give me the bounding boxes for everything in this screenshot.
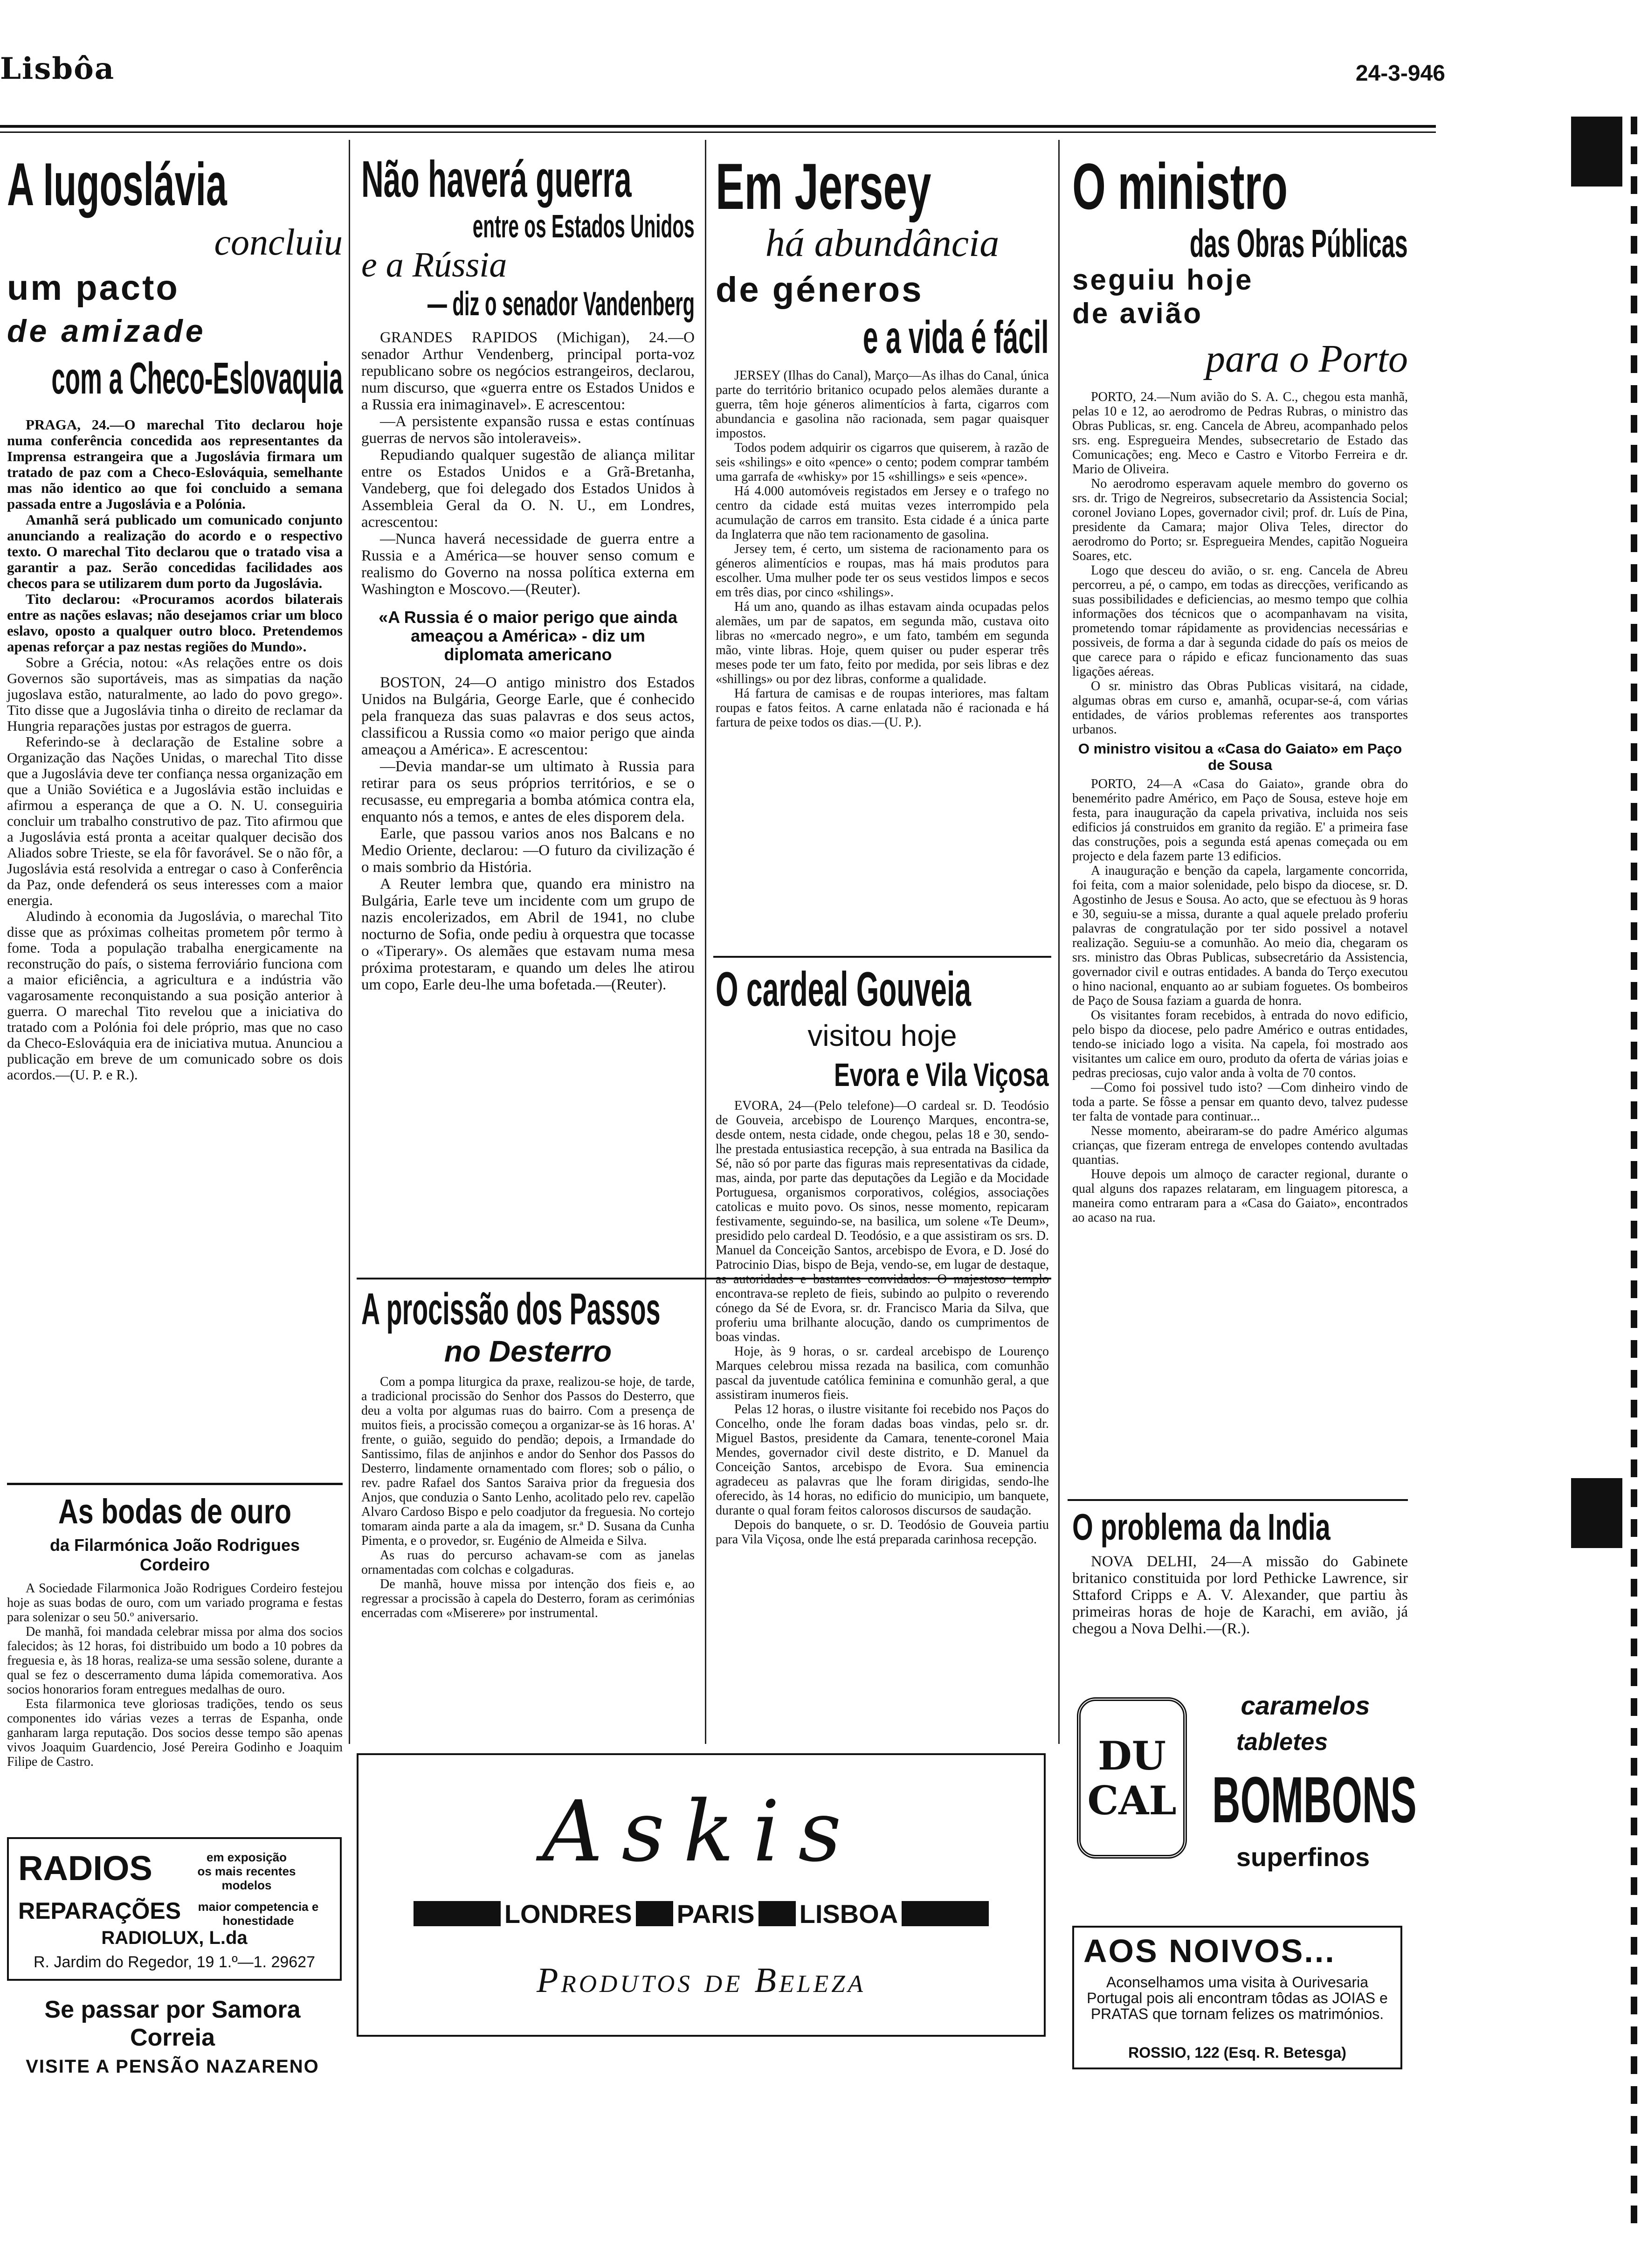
paragraph: Depois do banquete, o sr. D. Teodósio de Gouveia partiu para Vila Viçosa, onde lhe está preparada carinhosa recepção. — [716, 1518, 1049, 1547]
ad-noivos-address: ROSSIO, 122 (Esq. R. Betesga) — [1128, 2044, 1346, 2061]
paragraph: EVORA, 24—(Pelo telefone)—O cardeal sr. D. Teodósio de Gouveia, arcebispo de Lourenço Marques, encontra-se, desde ontem, nesta cidade, onde chegou, pelas 18 e 30, sendo-lhe prestada entusiastica recepção, à sua entrada na Basilica da Sé, não só por parte das figuras mais representativas da cidade, mas, ainda, por parte das deputações da Legião e da Mocidade Portuguesa, organismos corporativos, colégios, associações catolicas e muito povo. Os sinos, nesse momento, repicaram festivamente, seguindo-se, na basilica, um solene «Te Deum», presidido pelo cardeal D. Teodósio, e a que assistiram os srs. D. Manuel da Conceição Santos, arcebispo de Evora, e D. José do Patrocinio Dias, bispo de Beja, vendo-se, em lugar de destaque, as autoridades e bastantes convidados. O majestoso templo encontrava-se repleto de fieis, subindo ao pulpito o reverendo cónego da Sé de Evora, sr. dr. Francisco Maria da Silva, que proferiu uma brilhante alocução, dando os cumprimentos de boas vindas. — [716, 1099, 1049, 1344]
paragraph: Há fartura de camisas e de roupas interiores, mas faltam roupas e fatos feitos. A carne enlatada não é racionada e há fartura de peixe todos os dias.—(U. P.). — [716, 686, 1049, 730]
article-procissao — [361, 1284, 695, 1620]
ad-ducal-caramelos: caramelos — [1241, 1691, 1370, 1720]
column-rule-2 — [705, 140, 706, 1744]
ad-samora — [0, 1996, 345, 2077]
headline-evora: Evora e Vila Viçosa — [834, 1057, 1049, 1093]
paragraph: PORTO, 24.—Num avião do S. A. C., chegou esta manhã, pelas 10 e 12, ao aerodromo de Pedras Rubras, o ministro das Obras Publicas, sr. eng. Cancela de Abreu, acompanhado pelos srs. eng. Espregueira Mendes, subsecretario de Estado das Comunicações; eng. Meco e Castro e Vitorbo Ferreira e dr. Mario de Oliveira. — [1072, 390, 1408, 477]
ad-reparacoes: REPARAÇÕES — [18, 1898, 181, 1924]
paragraph: O sr. ministro das Obras Publicas visitará, na cidade, algumas obras em curso e, amanhã, ocupar-se-á, com várias entidades, de vários problemas referentes aos transportes urbanos. — [1072, 679, 1408, 737]
headline-estados-unidos: entre os Estados Unidos — [472, 208, 695, 244]
paragraph: Amanhã será publicado um comunicado conjunto anunciando a realização do acordo e o respectivo texto. O marechal Tito declarou que o tratado visa a garantir a paz. Serão concedidas facilidades aos checos para se utilizarem dum porto da Jugoslávia. — [7, 512, 343, 591]
side-block-top — [1571, 117, 1622, 187]
paragraph: Repudiando qualquer sugestão de aliança militar entre os Estados Unidos e a Grã-Bretanha, Vandeberg, que foi delegado dos Estados Unidos à Assembleia Geral da O. N. U., em Londres, acrescentou: — [361, 447, 695, 531]
paragraph: —Nunca haverá necessidade de guerra entre a Russia e a América—se houver senso comum e realismo do Governo na nossa política externa em Washington e Moscovo.—(Reuter). — [361, 531, 695, 598]
ad-ducal-tabletes: tabletes — [1236, 1729, 1328, 1756]
paragraph: A Reuter lembra que, quando era ministro na Bulgária, Earle teve um incidente com um grupo de nazis encolerizados, em Abril de 1941, no clube nocturno de Sofia, onde pediu à orquestra que tocasse o «Tiperary». Os alemães que estavam numa mesa próxima protestaram, e quando um deles lhe atirou um copo, Earle deu-lhe uma bofetada.—(Reuter). — [361, 876, 695, 993]
ad-radiolux — [7, 1837, 342, 1981]
masthead-date: 24-3-946 — [1355, 61, 1445, 86]
ad-radios-note — [163, 1850, 331, 1892]
headline-ministro: O ministro — [1072, 150, 1288, 223]
section-rule — [1068, 1499, 1408, 1501]
ad-noivos-title: AOS NOIVOS... — [1083, 1933, 1336, 1969]
headline-guerra: Não haverá guerra — [361, 151, 632, 208]
headline-india: O problema da India — [1072, 1506, 1331, 1548]
paragraph: Hoje, às 9 horas, o sr. cardeal arcebispo de Lourenço Marques celebrou missa rezada na basilica, com comunhão pascal da juventude católica feminina e comunhão geral, a que assistiram inumeros fieis. — [716, 1344, 1049, 1402]
ad-ducal-logo-text: DU CAL — [1087, 1733, 1177, 1824]
article-nao-havera-guerra — [361, 151, 695, 993]
paragraph: GRANDES RAPIDOS (Michigan), 24.—O senador Arthur Vendenberg, principal porta-voz republicano sobre os negócios estrangeiros, declarou, num discurso, que «guerra entre os Estados Unidos e a Russia era inimaginavel». E acrescentou: — [361, 329, 695, 413]
headline-generos: de géneros — [716, 270, 924, 310]
ad-bar — [636, 1901, 673, 1926]
ad-text: maior competencia e — [198, 1900, 319, 1914]
ad-aos-noivos — [1072, 1926, 1402, 2069]
headline-de-amizade: de amizade — [7, 313, 206, 349]
headline-russia: e a Rússia — [361, 245, 507, 284]
headline-um-pacto: um pacto — [7, 268, 179, 308]
headline-obras-publicas: das Obras Públicas — [1190, 221, 1408, 265]
ad-city-paris: PARIS — [676, 1899, 755, 1929]
headline-seguiu-hoje: seguiu hoje — [1072, 264, 1254, 296]
article-jersey — [716, 150, 1049, 730]
paragraph: A Sociedade Filarmonica João Rodrigues Cordeiro festejou hoje as suas bodas de ouro, com um variado programa e festas para solenizar o seu 50.º aniversario. — [7, 1581, 343, 1625]
paragraph: NOVA DELHI, 24—A missão do Gabinete britanico constituida por lord Pethicke Lawrence, sir Sttaford Cripps e A. V. Alexander, que partiu às primeiras horas de hoje de Karachi, em avião, já chegou a Nova Delhi.—(R.). — [1072, 1553, 1408, 1637]
paragraph: Todos podem adquirir os cigarros que quiserem, à razão de seis «shilings» e oito «pence» o cento; podem comprar também uma garrafa de «whisky» por 15 «shillings» e seis «pence». — [716, 441, 1049, 484]
paragraph: As ruas do percurso achavam-se com as janelas ornamentadas com colchas e colgaduras. — [361, 1548, 695, 1577]
ad-bar — [902, 1901, 989, 1926]
ad-radios-title: RADIOS — [18, 1849, 152, 1888]
ad-text: honestidade — [222, 1914, 294, 1928]
ad-samora-line1: Se passar por Samora Correia — [44, 1996, 301, 2051]
column-rule-1 — [349, 140, 350, 1744]
paragraph: De manhã, foi mandada celebrar missa por alma dos socios falecidos; às 12 horas, foi distribuido um bodo a 10 pobres da freguesia e, às 18 horas, realiza-se uma sessão solene, durante a qual se fez o descerramento duma lápida comemorativa. Aos socios honorarios foram entregues medalhas de ouro. — [7, 1625, 343, 1697]
headline-iugoslavia: A Iugoslávia — [7, 150, 227, 218]
article-india — [1072, 1508, 1408, 1637]
ad-text: modelos — [221, 1878, 272, 1892]
top-rule — [0, 125, 1436, 128]
headline-bodas: As bodas de ouro — [58, 1492, 291, 1531]
article-cardeal-gouveia — [716, 962, 1049, 1547]
paragraph: De manhã, houve missa por intenção dos fieis e, ao regressar a procissão à capela do Desterro, foram as cerimónias encerradas com «Miserere» por instrumental. — [361, 1577, 695, 1620]
ad-city-londres: LONDRES — [504, 1899, 632, 1929]
masthead-title: Lisbôa — [0, 51, 115, 86]
paragraph: —Como foi possivel tudo isto? —Com dinheiro vindo de toda a parte. Se fôsse a pensar em quanto devo, talvez pudesse ter falta de vontade para continuar... — [1072, 1080, 1408, 1124]
side-block-mid — [1571, 1478, 1622, 1548]
paragraph: PRAGA, 24.—O marechal Tito declarou hoje numa conferência concedida aos representantes da Imprensa estrangeira que a Jugoslávia firmara um tratado de paz com a Checo-Eslováquia, semelhante mas não identico ao que foi concluido a semana passada entre a Jugoslávia e a Polónia. — [7, 416, 343, 512]
paragraph: Sobre a Grécia, notou: «As relações entre os dois Governos são suportáveis, mas as simpatias da nação jugoslava estão, naturalmente, ao lado do povo grego». Tito disse que a Jugoslávia tinha o direito de reclamar da Hungria reparações justas por estragos de guerra. — [7, 654, 343, 734]
paragraph: Jersey tem, é certo, um sistema de racionamento para os géneros alimentícios e roupas, mas há mais produtos para escolher. Uma mulher pode ter os seus vestidos limpos e secos em três dias, por cinco «shilings». — [716, 542, 1049, 600]
article-ministro — [1072, 150, 1408, 1225]
ad-city-lisboa: LISBOA — [799, 1899, 898, 1929]
headline-vandenberg: — diz o senador Vandenberg — [427, 285, 695, 323]
article-iugoslavia — [7, 150, 343, 1083]
headline-checo: com a Checo-Eslovaquia — [51, 353, 343, 403]
paragraph: Nesse momento, abeiraram-se do padre Américo algumas crianças, que fizeram entrega de envelopes contendo avultadas quantias. — [1072, 1124, 1408, 1167]
headline-desterro: no Desterro — [444, 1335, 612, 1368]
paragraph: —A persistente expansão russa e estas contínuas guerras de nervos são intoleraveis». — [361, 413, 695, 447]
paragraph: Tito declarou: «Procuramos acordos bilaterais entre as nações eslavas; não desejamos criar um bloco eslavo, oposto a qualquer outro bloco. Pretendemos apenas reforçar a paz nestas regiões do Mundo». — [7, 591, 343, 655]
headline-procissao: A procissão dos Passos — [361, 1284, 661, 1334]
paragraph: BOSTON, 24—O antigo ministro dos Estados Unidos na Bulgária, George Earle, que é conhecido pela franqueza das suas palavras e dos seus actos, classificou a Russia como «o maior perigo que ainda ameaçou a América». E acrescentou: — [361, 674, 695, 758]
section-rule — [713, 956, 1051, 958]
ad-samora-line2: VISITE A PENSÃO NAZARENO — [26, 2056, 319, 2077]
paragraph: Com a pompa liturgica da praxe, realizou-se hoje, de tarde, a tradicional procissão do Senhor dos Passos do Desterro, que deu a volta por algumas ruas do bairro. Com a presença de muitos fieis, a procissão começou a organizar-se às 16 horas. A' frente, o guião, seguido do pendão; depois, a Irmandade do Santissimo, filas de anjinhos e andor do Senhor dos Passos do Desterro, lindamente ornamentado com flores; sob o pálio, o rev. padre Rafael dos Santos Saraiva prior da freguesia dos Anjos, que conduzia o Santo Lenho, acolitado pelo rev. capelão Alvaro Cardoso Bispo e pelo coadjutor da freguesia. No cortejo tomaram ainda parte a ala da imagem, sr.ª D. Susana da Cunha Pimenta, e o provedor, sr. Eugénio de Almeida e Silva. — [361, 1375, 695, 1548]
article-bodas-de-ouro — [7, 1483, 343, 1769]
column-rule-3 — [1058, 140, 1060, 1744]
paragraph: —Devia mandar-se um ultimato à Russia para retirar para os seus próprios territórios, e se o recusasse, eu empregaria a bomba atómica contra ela, enquanto nós a temos, e antes de eles disporem dela. — [361, 758, 695, 825]
headline-concluiu: concluiu — [214, 222, 343, 263]
ad-askis-cities — [410, 1900, 993, 1928]
paragraph: JERSEY (Ilhas do Canal), Março—As ilhas do Canal, única parte do território britanico ocupado pelos alemães durante a guerra, têm hoje géneros alimentícios à farta, cigarros com abundancia e gasolina não racionada, sem pagar quaisquer impostos. — [716, 368, 1049, 441]
ad-radiolux-address: R. Jardim do Regedor, 19 1.º—1. 29627 — [34, 1953, 315, 1971]
ad-askis — [357, 1753, 1046, 2037]
headline-cardeal: O cardeal Gouveia — [716, 962, 971, 1016]
subhead-casa-do-gaiato: O ministro visitou a «Casa do Gaiato» em Paço de Sousa — [1078, 740, 1402, 773]
paragraph: Pelas 12 horas, o ilustre visitante foi recebido nos Paços do Concelho, onde lhe foram dadas boas vindas, pelo sr. dr. Miguel Bastos, presidente da Camara, tenente-coronel Maia Mendes, governador civil deste distrito, e D. Manuel da Conceição Santos, arcebispo de Evora. Sua eminencia agradeceu as palavras que lhe foram dirigidas, sendo-lhe oferecido, às 14 horas, no edificio do municipio, um banquete, durante o qual foram feitos calorosos discursos de saudação. — [716, 1402, 1049, 1518]
paragraph: Houve depois um almoço de caracter regional, durante o qual alguns dos rapazes relataram, em linguagem pitoresca, a maneira como entraram para a «Casa do Gaiato», encontrados ao acaso na rua. — [1072, 1167, 1408, 1225]
headline-porto: para o Porto — [1205, 337, 1408, 380]
ad-text: em exposição — [207, 1850, 287, 1864]
ad-askis-tagline: Produtos de Beleza — [536, 1961, 866, 2000]
headline-jersey: Em Jersey — [716, 150, 931, 223]
ad-ducal-superfinos: superfinos — [1236, 1842, 1370, 1872]
paragraph: Esta filarmonica teve gloriosas tradições, tendo os seus componentes ido várias vezes a terras de Espanha, onde ganharam larga reputação. Dos socios desse tempo são apenas vivos Joaquim Guardencio, José Pereira Godinho e Joaquim Filipe de Castro. — [7, 1697, 343, 1769]
paragraph: PORTO, 24—A «Casa do Gaiato», grande obra do benemérito padre Américo, em Paço de Sousa, esteve hoje em festa, para inauguração da capela privativa, incluida nos seis edificios já construidos em granito da região. E' a primeira fase das construções, pois a segunda está apenas começada ou em projecto e dela fazem parte 13 edificios. — [1072, 777, 1408, 864]
ad-ducal — [1072, 1679, 1417, 1898]
top-rule-thin — [0, 131, 1436, 133]
side-dash-strip — [1631, 117, 1637, 2229]
ad-askis-brand: Askis — [542, 1783, 860, 1881]
ad-noivos-text: Aconselhamos uma visita à Ourivesaria Portugal pois ali encontram tôdas as JOIAS e PRATAS que tornam felizes os matrimónios. — [1087, 1974, 1388, 2022]
headline-de-aviao: de avião — [1072, 297, 1203, 330]
ad-radiolux-shop: RADIOLUX, L.da — [101, 1928, 248, 1948]
paragraph: Aludindo à economia da Jugoslávia, o marechal Tito disse que as próximas colheitas prometem pôr termo à fome. Toda a população trabalha energicamente na reconstrução do país, o sistema ferroviário funciona com a maior eficiência, a agricultura e a indústria vão vagarosamente reconquistando a sua posição anterior à guerra. O marechal Tito revelou que a iniciativa do tratado com a Polónia foi dele próprio, mas que no caso da Checo-Eslováquia era de iniciativa mutua. Anunciou a publicação em breve de um comunicado sobre os dois acordos.—(U. P. e R.). — [7, 908, 343, 1083]
paragraph: No aerodromo esperavam aquele membro do governo os srs. dr. Trigo de Negreiros, subsecretario da Assistencia Social; coronel Joviano Lopes, governador civil; prof. dr. Luís de Pina, presidente da Camara; major Oliva Teles, director do aerodromo do Porto; sr. Espregueira Mendes, capitão Nogueira Soares, etc. — [1072, 477, 1408, 563]
ad-bar — [758, 1901, 796, 1926]
ad-quality — [186, 1900, 331, 1928]
paragraph: A inauguração e benção da capela, largamente concorrida, foi feita, com a maior solenidade, pelo bispo da diocese, sr. D. Agostinho de Jesus e Sousa. Ao acto, que se efectuou às 9 horas e 30, seguiu-se a missa, durante a qual aquele prelado proferiu palavras de congratulação por ter sido possivel a notavel realização. Seguiu-se a comunhão. Ao meio dia, chegaram os srs. ministro das Obras Publicas, subsecretário da Assistencia, governador civil e outras entidades. A banda do Terço executou o hino nacional, enquanto ao ar subiam foguetes. Os bombeiros de Paço de Sousa faziam a guarda de honra. — [1072, 864, 1408, 1008]
paragraph: Há 4.000 automóveis registados em Jersey e o trafego no centro da cidade está muitas vezes interrompido pela acumulação de carros em transito. Esta cidade é a única parte da Inglaterra que não tem racionamento de gasolina. — [716, 484, 1049, 542]
paragraph: Há um ano, quando as ilhas estavam ainda ocupadas pelos alemães, um par de sapatos, em segunda mão, custava oito libras no «mercado negro», e um fato, também em segunda mão, vinte libras. Hoje, quem quiser ou puder esperar três meses pode ter um fato, feito por medida, por seis libras e dez «shillings» ou por dez libras, conforme a qualidade. — [716, 600, 1049, 686]
subhead-filarmonica: da Filarmónica João Rodrigues — [49, 1535, 300, 1555]
ad-bar — [414, 1901, 501, 1926]
headline-vida-facil: e a vida é fácil — [863, 311, 1049, 363]
subhead-maior-perigo: «A Russia é o maior perigo que ainda ameaçou a América» - diz um diplomata americano — [379, 608, 677, 664]
headline-visitou: visitou hoje — [807, 1019, 957, 1052]
paragraph: Logo que desceu do avião, o sr. eng. Cancela de Abreu percorreu, a pé, o campo, em todas as direcções, verificando as suas possibilidades e deficiencias, ao mesmo tempo que colhia informações dos técnicos que o acompanhavam na visita, prometendo tomar rápidamente as providencias necessárias e possiveis, de forma a dar à segunda cidade do país os meios de que carece para o rápido e eficaz funcionamento das suas ligações aéreas. — [1072, 563, 1408, 679]
ad-ducal-logo — [1077, 1697, 1187, 1859]
paragraph: Earle, que passou varios anos nos Balcans e no Medio Oriente, declarou: —O futuro da civilização é o mais sombrio da História. — [361, 825, 695, 876]
subhead-cordeiro: Cordeiro — [139, 1555, 210, 1574]
ad-ducal-bombons: BOMBONS — [1212, 1763, 1417, 1836]
paragraph: Referindo-se à declaração de Estaline sobre a Organização das Nações Unidas, o marechal Tito disse que a Jugoslávia deve ter confiança nessa organização em que a União Soviética e a Jugoslávia estão incluidas e afirmou a esperança de que a O. N. U. conseguiria concluir um trabalho construtivo de paz. Tito afirmou que a Jugoslávia está pronta a aceitar qualquer decisão dos Aliados sobre Trieste, se ela fôr favorável. Se o não fôr, a Jugoslávia está resolvida a entregar o caso à Conferência da Paz, onde defenderá os seus interesses com a maior energia. — [7, 733, 343, 908]
paragraph: Os visitantes foram recebidos, à entrada do novo edificio, pelo bispo da diocese, pelo padre Américo e outras entidades, tendo-se iniciado logo a visita. Na capela, foi mostrado aos visitantes um calice em ouro, produto da oferta de várias joias e pedras preciosas, cujo valor anda à volta de 70 contos. — [1072, 1008, 1408, 1080]
section-rule — [7, 1483, 343, 1485]
ad-text: os mais recentes — [197, 1864, 296, 1878]
headline-abundancia: há abundância — [765, 221, 1000, 265]
